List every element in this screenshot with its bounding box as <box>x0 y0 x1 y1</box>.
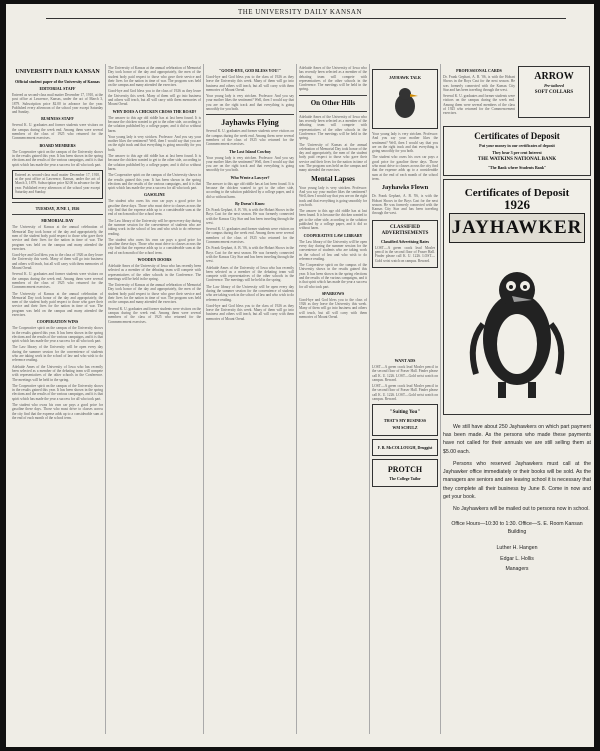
article-text: Adelaide Ames of the University of Iowa who has recently been selected as a member of the debating team will compete with representatives of the other schools in the Conference. The meetings will be held in the spring. <box>12 364 103 382</box>
certificates-heading: Certificates of Deposit <box>474 130 560 141</box>
notice-2: Persons who reserved Jayhawkers must call at the Jayhawker office immediately or their books will be sold. As the managers are seniors and are leaving school it is necessary that they complete all their business by June 8. Come in now and get your book. <box>443 460 591 501</box>
jayhawks-flying-heading: Jayhawks Flying <box>221 118 279 128</box>
business-staff-heading: BUSINESS STAFF <box>41 116 74 122</box>
column-6 <box>443 66 591 746</box>
cooperative-heading: COOPERATIVE LAW LIBRARY <box>303 232 363 238</box>
article-text: The University of Kansas at the annual celebration of Memorial Day took honor of the day and appropriately, the men of the student body paid respect to those who gave their service and their lives for the nation in time of war. The program was held on the campus and many attended the exercises. <box>108 283 201 305</box>
article-text: The student who owns his own car pays a good price for gasoline these days. Those who must drive to classes across the city find that the expense adds up to a considerable sum at the end of each month of the school term. <box>108 237 201 255</box>
article-text: Good-bye and God bless you to the class of 1926 as they leave the University this week. Many of them will go into business and others will teach, but all will carry with them memories of Mount Oread. <box>206 75 294 92</box>
article-text: Adelaide Ames of the University of Iowa who has recently been selected as a member of the debating team will compete with representatives of the other schools in the Conference. The meetings will be held in the spring. <box>206 265 294 283</box>
mccollough-ad <box>372 439 438 456</box>
suiting-subtitle: THAT'S MY BUSINESS <box>383 418 427 424</box>
column-3 <box>206 66 294 736</box>
ad-text: LOST—A green crack lead Mosler pencil in the second floor of Fraser Hall. Finder please call K. U. 1226. LOST—Gold wrist watch on campus. Reward. <box>375 245 435 263</box>
article-text: Several K. U. graduates and former students were visitors on the campus during the week end. Among them were several members of the class of 1925 who returned for the Commencement exercises. <box>12 272 103 290</box>
arrow-ad <box>518 66 590 118</box>
article-text: Your young lady is very stricken. Professor: And you say your mother likes the sentiment? Well, then I would say that you are on the right track and that everything is going smoothly for you both. <box>206 94 294 112</box>
coop-heading: COOPERATION WINS <box>36 319 79 325</box>
jayhawk-icon <box>385 82 425 122</box>
column-5 <box>372 66 438 736</box>
ad-text: LOST—A green crack lead Mosler pencil in the second floor of Fraser Hall. Finder please call K. U. 1226. LOST—Gold wrist watch on campus. Reward. <box>372 364 438 382</box>
want-ads-heading: WANT ADS <box>394 357 416 363</box>
article-text: The answer to this age old riddle has at last been found. It is because the chicken wanted to get to the other side, according to the solution published by a college paper, and it did so without harm. <box>108 115 201 133</box>
jayhawk-talk-box <box>372 69 438 129</box>
article-text: The answer to this age old riddle has at last been found. It is because the chicken wanted to get to the other side, according to the solution published by a college paper, and it did so without harm. <box>299 209 367 231</box>
by-doesnt-heading: By Doesn't Know <box>235 200 265 206</box>
subscription-box: Entered as second-class mail matter December 17, 1910, at the post office at Lawrence, Kansas, under the act of March 3, 1879. Subscription price $2.00 in advance for the year. Published every afternoon of the school year except Saturday and Sunday. <box>12 170 103 199</box>
memorial-heading: MEMORIAL DAY <box>41 218 74 224</box>
column-2 <box>108 66 201 736</box>
managers-label: Managers <box>505 565 529 572</box>
board-heading: BOARD MEMBERS <box>39 142 76 148</box>
ad-text: LOST—A green crack lead Mosler pencil in the second floor of Fraser Hall. Finder please call K. U. 1226. LOST—Gold wrist watch on campus. Reward. <box>372 384 438 402</box>
editorial-staff-heading: EDITORIAL STAFF <box>39 86 76 91</box>
article-text: The University of Kansas at the annual celebration of Memorial Day took honor of the day and appropriately, the men of the student body paid respect to those who gave their service and their lives for the nation in time of war. The program was held on the campus and many attended the exercises. <box>108 66 201 88</box>
dateline: TUESDAY, JUNE 1, 1926 <box>35 206 80 212</box>
classified-heading: CLASSIFIED ADVERTISEMENTS <box>381 224 429 236</box>
article-text: The Law library of the University will be open every day during the summer session for the convenience of students who are taking work in the school of law and who wish to do reference reading. <box>206 284 294 302</box>
wooden-doors-heading: WOODEN DOORS <box>137 256 172 262</box>
arrow-subtitle: Pre-tailored <box>544 83 564 88</box>
article-text: Good-bye and God bless you to the class of 1926 as they leave the University this week. Many of them will go into business and others will teach, but all will carry with them memories of Mount Oread. <box>12 253 103 271</box>
protch-name: PROTCH <box>387 465 423 475</box>
article-text: The Law library of the University will be open every day during the summer session for the convenience of students who are taking work in the school of law and who wish to do reference reading. <box>12 345 103 363</box>
card-text: Dr. Frank Gephart, A. B. '06, is with the Hobart Shows in the Boys Cast for the next season. He was formerly connected with the Kansas City Star and has been traveling through the west. <box>443 75 515 92</box>
article-text: Dr. Frank Gephart, A. B. '06, is with the Hobart Shows in the Boys Cast for the next season. He was formerly connected with the Kansas City Star and has been traveling through the west. <box>372 194 438 216</box>
masthead: THE UNIVERSITY DAILY KANSAN <box>237 8 363 16</box>
soft-collars: SOFT COLLARS <box>534 90 574 95</box>
who-wrote-heading: Who Wrote a Lawyer? <box>230 174 270 180</box>
article-text: The student who owns his own car pays a good price for gasoline these days. Those who must drive to classes across the city find that the expense adds up to a considerable sum at the end of each month of the school term. <box>372 155 438 181</box>
ad-rates-heading: Classified Advertising Rates <box>381 238 429 244</box>
chicken-heading: WHY DOES A CHICKEN CROSS THE ROAD? <box>112 108 197 114</box>
article-text: Good-bye and God bless you to the class of 1926 as they leave the University this week. Many of them will go into business and others will teach, but all will carry with them memories of Mount Oread. <box>299 297 367 320</box>
arrow-brand: ARROW <box>534 71 574 82</box>
jayhawk-talk-title: JAYHAWK TALK <box>388 75 422 80</box>
article-text: The student who owns his own car pays a good price for gasoline these days. Those who must drive to classes across the city find that the expense adds up to a considerable sum at the end of each month of the school term. <box>12 403 103 420</box>
official-line: Official student paper of the University of Kansas <box>15 79 100 84</box>
article-text: Adelaide Ames of the University of Iowa who has recently been selected as a member of the debating team will compete with representatives of the other schools in the Conference. The meetings will be held in the spring. <box>299 114 367 141</box>
article-text: The student who owns his own car pays a good price for gasoline these days. Those who must drive to classes across the city find that the expense adds up to a considerable sum at the end of each month of the school term. <box>108 199 201 217</box>
jayhawker-ad <box>443 179 591 415</box>
gasoline-heading: GASOLINE <box>143 192 166 198</box>
article-text: Your young lady is very stricken. Professor: And you say your mother likes the sentiment? Well, then I would say that you are on the right track and that everything is going smoothly for you both. <box>206 155 294 173</box>
article-text: Dr. Frank Gephart, A. B. '06, is with the Hobart Shows in the Boys Cast for the next season. He was formerly connected with the Kansas City Star and has been traveling through the west. <box>206 207 294 225</box>
newspaper-page <box>6 4 594 747</box>
column-divider <box>440 64 441 734</box>
protch-ad <box>372 459 438 487</box>
other-hills-heading: On Other Hills <box>310 98 356 107</box>
article-text: The University of Kansas at the annual celebration of Memorial Day took honor of the day and appropriately, the men of the student body paid respect to those who gave their service and their lives for the nation in time of war. The program was held on the campus and many attended the exercises. <box>12 225 103 251</box>
article-text: Your young lady is very stricken. Professor: And you say your mother likes the sentiment? Well, then I would say that you are on the right track and that everything is going smoothly for you both. <box>372 132 438 154</box>
jayhawk-illustration-icon <box>462 254 572 404</box>
classified-box <box>372 220 438 268</box>
article-text: Good-bye and God bless you to the class of 1926 as they leave the University this week. Many of them will go into business and others will teach, but all will carry with them memories of Mount Oread. <box>206 303 294 321</box>
manager-1: Luther H. Hangen <box>496 545 538 552</box>
suiting-ad <box>372 404 438 436</box>
column-divider <box>369 64 370 734</box>
board-list: The Cooperative spirit on the campus of the University shows in the results gained this year. It has been shown in the spring elections and the results of the various campaigns, and it is that spirit which has made the year a success for all who took part. <box>12 149 103 167</box>
article-text: The Cooperative spirit on the campus of the University shows in the results gained this year. It has been shown in the spring elections and the results of the various campaigns, and it is that spirit which has made the year a success for all who took part. <box>108 173 201 191</box>
article-text: Dr. Frank Gephart, A. B. '06, is with the Hobart Shows in the Boys Cast for the next season. He was formerly connected with the Kansas City Star and has been traveling through the west. <box>206 246 294 264</box>
column-divider <box>203 64 204 734</box>
article-text: Several K. U. graduates and former students were visitors on the campus during the week end. Among them were several members of the class of 1925 who returned for the Commencement exercises. <box>108 306 201 324</box>
jayhawker-year: 1926 <box>504 196 530 212</box>
jayhawks-flown-heading: Jayhawks Flown <box>381 184 429 192</box>
mental-lapses-heading: Mental Lapses <box>311 174 355 183</box>
article-text: Good-bye and God bless you to the class of 1926 as they leave the University this week. Many of them will go into business and others will teach, but all will carry with them memories of Mount Oread. <box>108 89 201 107</box>
column-divider <box>105 64 106 734</box>
certificates-title: Certificates of Deposit <box>464 186 570 199</box>
article-text: The University of Kansas at the annual celebration of Memorial Day took honor of the day and appropriately, the men of the student body paid respect to those who gave their service and their lives for the nation in time of war. The program was held on the campus and many attended the exercises. <box>299 142 367 173</box>
article-text: The answer to this age old riddle has at last been found. It is because the chicken wanted to get to the other side, according to the solution published by a college paper, and it did so without harm. <box>108 154 201 171</box>
column-1 <box>12 66 103 736</box>
staff-list: Entered as second-class mail matter December 17, 1910, at the post office at Lawrence, Kansas, under the act of March 3, 1879. Subscription price $2.00 in advance for the year. Published every afternoon of the school year except Saturday and Sunday. <box>12 93 103 115</box>
article-text: Adelaide Ames of the University of Iowa who has recently been selected as a member of the debating team will compete with representatives of the other schools in the Conference. The meetings will be held in the spring. <box>299 66 367 92</box>
article-text: The answer to this age old riddle has at last been found. It is because the chicken wanted to get to the other side, according to the solution published by a college paper, and it did so without harm. <box>206 181 294 199</box>
article-text: The Cooperative spirit on the campus of the University shows in the results gained this year. It has been shown in the spring elections and the results of the various campaigns, and it is that spirit which has made the year a success for all who took part. <box>299 263 367 289</box>
goodbye-heading: "GOOD-BYE, GOD BLESS YOU!" <box>219 68 281 73</box>
mccollough-name: F. B. McCOLLOUGH, Druggist <box>377 445 433 451</box>
watkins-bank-ad <box>443 126 591 176</box>
office-hours: Office Hours—10:30 to 1:30. Office—S. E. Room Kansan Building <box>451 520 583 535</box>
article-text: Several K. U. graduates and former students were visitors on the campus during the week end. Among them were several members of the class of 1925 who returned for the Commencement exercises. <box>206 129 294 147</box>
column-divider <box>296 64 297 734</box>
article-text: The Law library of the University will be open every day during the summer session for the convenience of students who are taking work in the school of law and who wish to do reference reading. <box>299 239 367 261</box>
article-text: Your young lady is very stricken. Professor: And you say your mother likes the sentiment? Well, then I would say that you are on the right track and that everything is going smoothly for you both. <box>299 185 367 207</box>
notice-1: We still have about 250 Jayhawkers on which part payment has been made. As the persons who made these payments have not called for their annuals we are still selling them at $5.00 each. <box>443 423 591 455</box>
suiting-title: "Suiting You" <box>389 410 421 416</box>
interest-line: They bear 3 per cent Interest <box>492 149 542 155</box>
article-text: The Cooperative spirit on the campus of the University shows in the results gained this year. It has been shown in the spring elections and the results of the various campaigns, and it is that spirit which has made the year a success for all who took part. <box>12 383 103 401</box>
jayhawker-banner <box>449 213 585 243</box>
bank-name: THE WATKINS NATIONAL BANK <box>477 156 557 162</box>
masthead-rule <box>46 18 566 19</box>
article-text: The Law library of the University will be open every day during the summer session for the convenience of students who are taking work in the school of law and who wish to do reference reading. <box>108 218 201 236</box>
manager-2: Edgar L. Hollis <box>500 555 534 562</box>
island-cowboy-heading: The Lost Island Cowboy <box>229 148 271 154</box>
schulz-name: WM SCHULZ <box>392 425 418 431</box>
column-4 <box>299 66 367 736</box>
article-text: Several K. U. graduates and former students were visitors on the campus during the week end. Among them were several members of the class of 1925 who returned for the Commencement exercises. <box>206 227 294 245</box>
professional-cards-heading: PROFESSIONAL CARDS <box>456 68 502 73</box>
bank-slogan: "The Bank where Students Bank" <box>487 164 547 170</box>
sparrows-heading: SPARROWS <box>321 290 345 296</box>
jayhawker-title: JAYHAWKER <box>451 216 583 238</box>
article-text: The Cooperative spirit on the campus of the University shows in the results gained this year. It has been shown in the spring elections and the results of the various campaigns, and it is that spirit which has made the year a success for all who took part. <box>12 326 103 344</box>
article-text: Your young lady is very stricken. Professor: And you say your mother likes the sentiment? Well, then I would say that you are on the right track and that everything is going smoothly for you both. <box>108 134 201 152</box>
article-text: Adelaide Ames of the University of Iowa who has recently been selected as a member of the debating team will compete with representatives of the other schools in the Conference. The meetings will be held in the spring. <box>108 263 201 281</box>
card-text: Several K. U. graduates and former students were visitors on the campus during the week end. Among them were several members of the class of 1925 who returned for the Commencement exercises. <box>443 94 515 116</box>
staff-list: Several K. U. graduates and former students were visitors on the campus during the week end. Among them were several members of the class of 1925 who returned for the Commencement exercises. <box>12 123 103 141</box>
paper-name: UNIVERSITY DAILY KANSAN <box>15 69 100 75</box>
put-savings-line: Put your money in our certificates of deposit <box>479 142 555 148</box>
notice-3: No Jayhawkers will be mailed out to persons now in school. <box>453 506 590 513</box>
tailor-line: The College Tailor <box>389 476 421 482</box>
article-text: The University of Kansas at the annual celebration of Memorial Day took honor of the day and appropriately, the men of the student body paid respect to those who gave their service and their lives for the nation in time of war. The program was held on the campus and many attended the exercises. <box>12 291 103 317</box>
